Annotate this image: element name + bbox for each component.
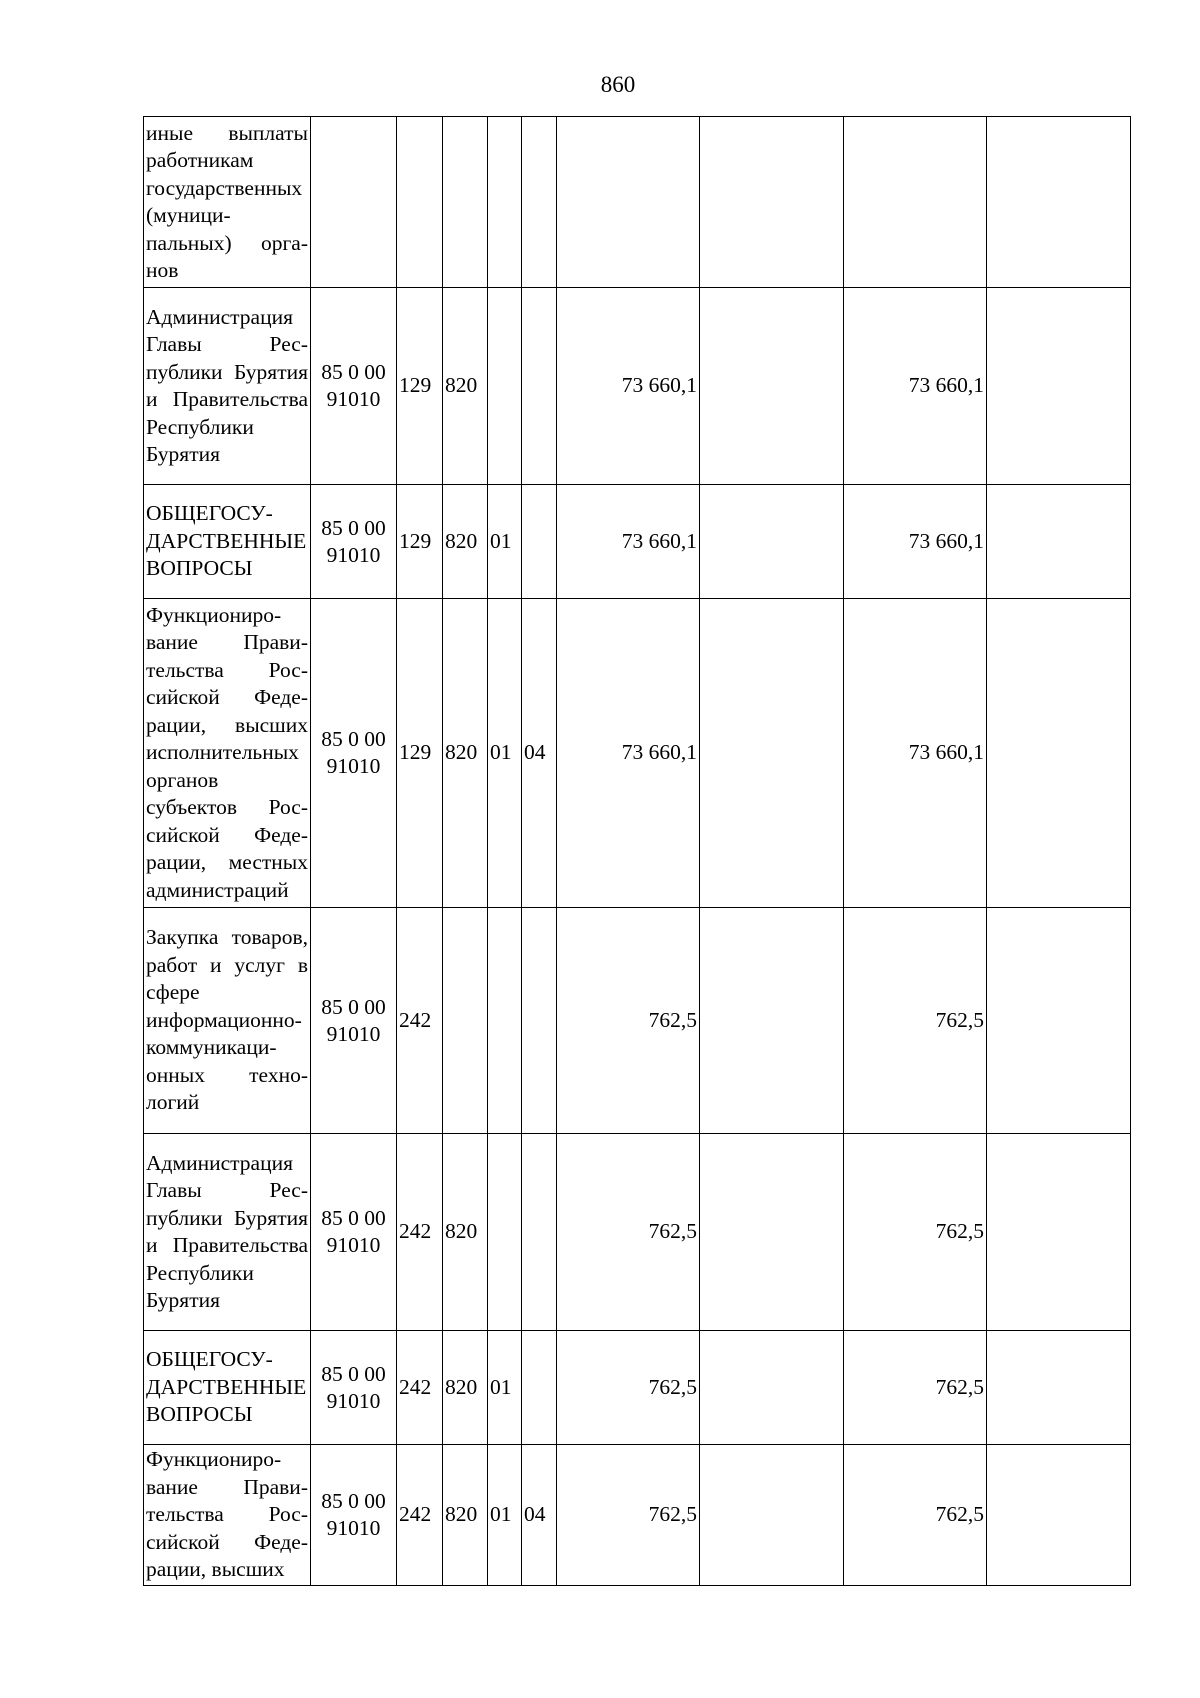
row-name: Функционирование Правительства Российской Федерации, высших: [144, 1445, 311, 1586]
row-name: Функционирование Правительства Российской Федерации, высших исполнительных органов субъектов Российской Федерации, местных администраций: [144, 599, 311, 908]
target-article-code: 85 0 00 91010: [311, 1445, 397, 1586]
target-article-code: 85 0 00 91010: [311, 1331, 397, 1445]
amount-cell: 762,5: [844, 1134, 987, 1331]
row-name: иные выплаты работникам государственных (муниципальных) органов: [144, 117, 311, 288]
amount-cell: 762,5: [557, 908, 700, 1134]
amount-cell: [557, 117, 700, 288]
subsection-code: [522, 288, 557, 485]
grbs-code: 820: [443, 288, 488, 485]
section-code: 01: [488, 1445, 522, 1586]
budget-table: [143, 116, 1131, 1586]
subsection-code: [522, 908, 557, 1134]
grbs-code: 820: [443, 599, 488, 908]
section-code: 01: [488, 485, 522, 599]
amount-cell: [987, 288, 1131, 485]
amount-cell: 73 660,1: [557, 599, 700, 908]
expense-type-code: 242: [397, 1134, 443, 1331]
amount-cell: [987, 1331, 1131, 1445]
expense-type-code: 242: [397, 1331, 443, 1445]
subsection-code: [522, 1331, 557, 1445]
row-name: Администрация Главы Республики Бурятия и Правительства Республики Бурятия: [144, 288, 311, 485]
target-article-code: 85 0 00 91010: [311, 485, 397, 599]
table-row: [144, 288, 1131, 485]
table-row: [144, 599, 1131, 908]
amount-cell: [700, 1331, 844, 1445]
table-body: [144, 117, 1131, 1586]
amount-cell: [700, 1134, 844, 1331]
row-name: ОБЩЕГОСУДАРСТВЕННЫЕ ВОПРОСЫ: [144, 1331, 311, 1445]
amount-cell: 73 660,1: [844, 485, 987, 599]
table-row: [144, 908, 1131, 1134]
expense-type-code: [397, 117, 443, 288]
amount-cell: [987, 599, 1131, 908]
grbs-code: 820: [443, 485, 488, 599]
amount-cell: 73 660,1: [557, 288, 700, 485]
grbs-code: [443, 117, 488, 288]
amount-cell: [987, 117, 1131, 288]
grbs-code: [443, 908, 488, 1134]
target-article-code: 85 0 00 91010: [311, 1134, 397, 1331]
subsection-code: 04: [522, 1445, 557, 1586]
table-row: [144, 1445, 1131, 1586]
grbs-code: 820: [443, 1331, 488, 1445]
expense-type-code: 242: [397, 908, 443, 1134]
amount-cell: [700, 288, 844, 485]
amount-cell: 73 660,1: [844, 599, 987, 908]
amount-cell: [700, 908, 844, 1134]
grbs-code: 820: [443, 1445, 488, 1586]
amount-cell: [700, 117, 844, 288]
amount-cell: 762,5: [557, 1134, 700, 1331]
amount-cell: [700, 599, 844, 908]
amount-cell: [987, 485, 1131, 599]
subsection-code: 04: [522, 599, 557, 908]
amount-cell: 73 660,1: [844, 288, 987, 485]
section-code: 01: [488, 599, 522, 908]
subsection-code: [522, 1134, 557, 1331]
table-row: [144, 117, 1131, 288]
grbs-code: 820: [443, 1134, 488, 1331]
row-name: Администрация Главы Республики Бурятия и Правительства Республики Бурятия: [144, 1134, 311, 1331]
amount-cell: [844, 117, 987, 288]
expense-type-code: 129: [397, 485, 443, 599]
amount-cell: [987, 1134, 1131, 1331]
amount-cell: 762,5: [844, 1331, 987, 1445]
amount-cell: [987, 908, 1131, 1134]
target-article-code: 85 0 00 91010: [311, 908, 397, 1134]
section-code: [488, 1134, 522, 1331]
section-code: [488, 908, 522, 1134]
table-row: [144, 1134, 1131, 1331]
amount-cell: [700, 1445, 844, 1586]
subsection-code: [522, 117, 557, 288]
amount-cell: 762,5: [844, 1445, 987, 1586]
section-code: 01: [488, 1331, 522, 1445]
amount-cell: 73 660,1: [557, 485, 700, 599]
section-code: [488, 117, 522, 288]
amount-cell: [987, 1445, 1131, 1586]
expense-type-code: 242: [397, 1445, 443, 1586]
target-article-code: [311, 117, 397, 288]
expense-type-code: 129: [397, 288, 443, 485]
table-row: [144, 485, 1131, 599]
amount-cell: 762,5: [557, 1445, 700, 1586]
amount-cell: [700, 485, 844, 599]
subsection-code: [522, 485, 557, 599]
table-row: [144, 1331, 1131, 1445]
section-code: [488, 288, 522, 485]
target-article-code: 85 0 00 91010: [311, 288, 397, 485]
page-number: 860: [600, 72, 636, 97]
expense-type-code: 129: [397, 599, 443, 908]
target-article-code: 85 0 00 91010: [311, 599, 397, 908]
amount-cell: 762,5: [557, 1331, 700, 1445]
amount-cell: 762,5: [844, 908, 987, 1134]
row-name: Закупка товаров, работ и услуг в сфере информационно-коммуникационных технологий: [144, 908, 311, 1134]
row-name: ОБЩЕГОСУДАРСТВЕННЫЕ ВОПРОСЫ: [144, 485, 311, 599]
